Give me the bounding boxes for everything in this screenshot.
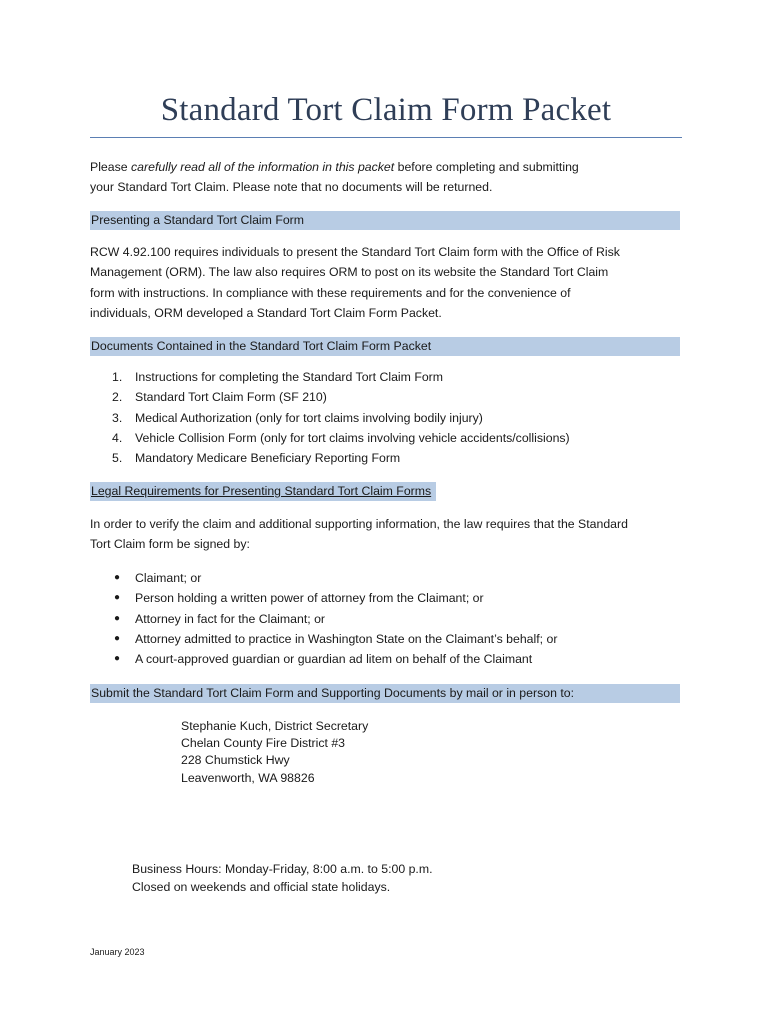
address-line: 228 Chumstick Hwy (181, 753, 290, 768)
hours-line: Business Hours: Monday-Friday, 8:00 a.m. to 5:00 p.m. (132, 862, 433, 876)
page-title: Standard Tort Claim Form Packet (160, 92, 612, 128)
section-heading-submit: Submit the Standard Tort Claim Form and Supporting Documents by mail or in person to: (90, 684, 680, 703)
bullet-icon: ● (114, 572, 121, 583)
legal-line: Tort Claim form be signed by: (90, 537, 250, 552)
intro-line-1: Please carefully read all of the information in this packet before completing and submitting (90, 160, 579, 174)
list-number: 2. (112, 390, 123, 405)
list-number: 1. (112, 370, 123, 384)
address-line: Stephanie Kuch, District Secretary (181, 719, 369, 733)
list-item: 3. Medical Authorization (only for tort claims involving bodily injury) (90, 408, 682, 428)
list-item: 5. Mandatory Medicare Beneficiary Reporting Form (90, 448, 682, 468)
presenting-line: RCW 4.92.100 requires individuals to present the Standard Tort Claim form with the Office of Risk (90, 245, 620, 259)
address-line: Leavenworth, WA 98826 (181, 770, 315, 785)
list-item: ● A court-approved guardian or guardian ad litem on behalf of the Claimant (90, 649, 682, 669)
mailing-address (181, 718, 581, 787)
legal-line: In order to verify the claim and additional supporting information, the law requires that the Standard (90, 517, 628, 531)
signer-bullet-list (90, 568, 682, 669)
list-number: 3. (112, 410, 123, 425)
address-line: Chelan County Fire District #3 (181, 736, 346, 751)
intro-emphasis: carefully read all of the information in this packet (131, 160, 395, 174)
bullet-icon: ● (114, 592, 121, 604)
presenting-paragraph (90, 242, 682, 324)
bullet-icon: ● (114, 653, 121, 665)
section-heading-legal: Legal Requirements for Presenting Standard Tort Claim Forms (90, 482, 436, 501)
intro-line-2: your Standard Tort Claim. Please note that no documents will be returned. (90, 180, 493, 195)
list-item: 4. Vehicle Collision Form (only for tort claims involving vehicle accidents/collisions) (90, 428, 682, 448)
list-number: 4. (112, 430, 123, 445)
legal-paragraph (90, 514, 682, 555)
presenting-line: Management (ORM). The law also requires ORM to post on its website the Standard Tort Claim (90, 265, 609, 280)
documents-list (90, 367, 682, 468)
list-item: ● Attorney admitted to practice in Washington State on the Claimant’s behalf; or (90, 629, 682, 649)
list-item: ● Attorney in fact for the Claimant; or (90, 609, 682, 629)
title-rule (90, 137, 682, 138)
hours-line: Closed on weekends and official state holidays. (132, 880, 391, 894)
presenting-line: form with instructions. In compliance with these requirements and for the convenience of (90, 285, 571, 300)
business-hours (132, 860, 582, 896)
section-heading-documents: Documents Contained in the Standard Tort Claim Form Packet (90, 337, 680, 356)
section-heading-presenting: Presenting a Standard Tort Claim Form (90, 211, 680, 230)
list-item: ● Person holding a written power of attorney from the Claimant; or (90, 588, 682, 608)
list-item: 1. Instructions for completing the Standard Tort Claim Form (90, 367, 682, 387)
intro-paragraph (90, 157, 682, 198)
bullet-icon: ● (114, 612, 121, 624)
presenting-line: individuals, ORM developed a Standard Tort Claim Form Packet. (90, 306, 442, 321)
list-number: 5. (112, 451, 123, 466)
list-item: 2. Standard Tort Claim Form (SF 210) (90, 387, 682, 407)
bullet-icon: ● (114, 632, 121, 644)
footer-date: January 2023 (90, 947, 145, 957)
list-item: ● Claimant; or (90, 568, 682, 588)
